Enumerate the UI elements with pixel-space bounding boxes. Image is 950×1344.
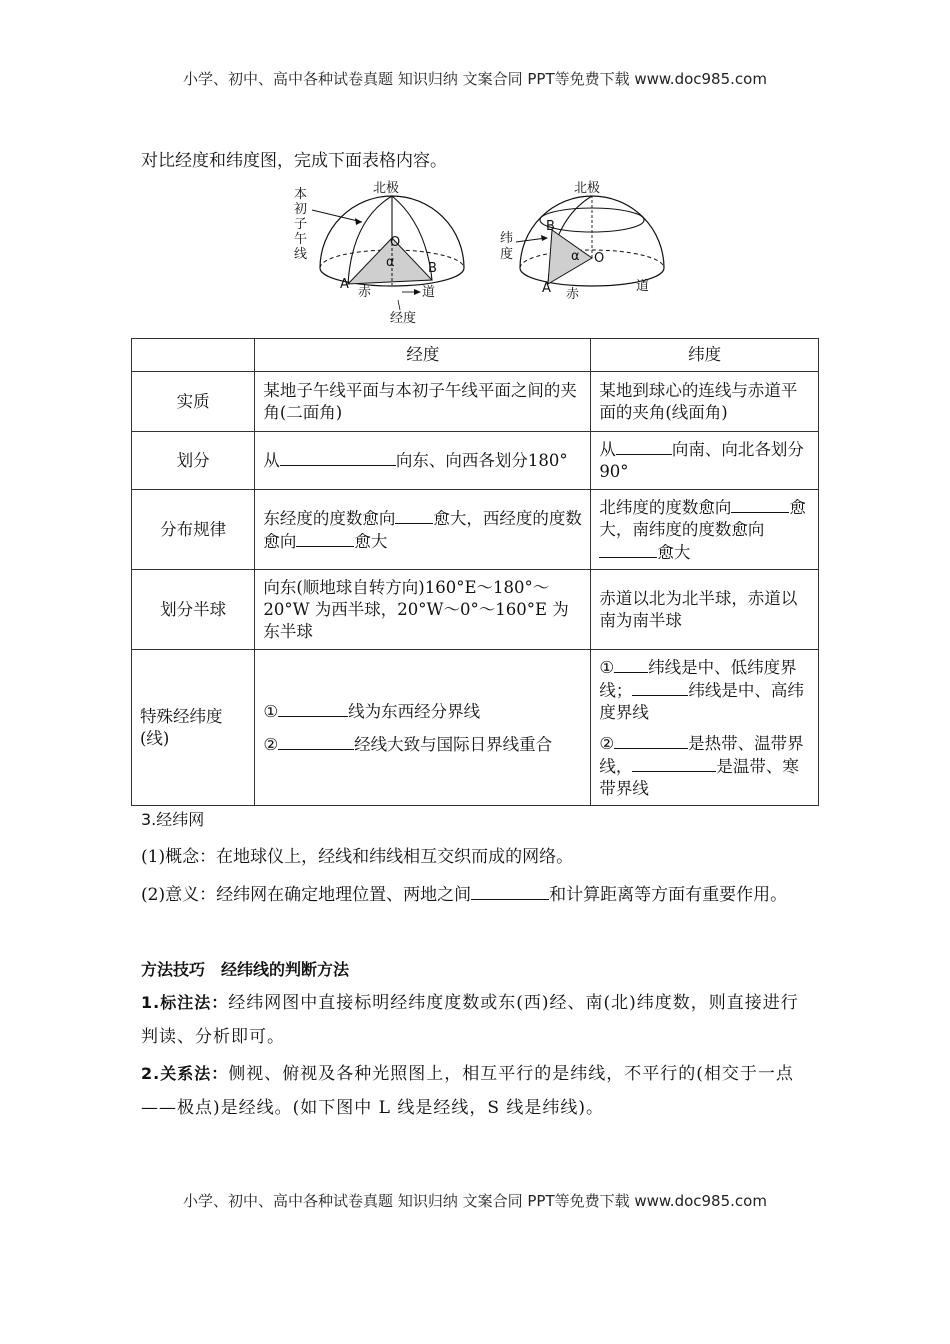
table-head-latitude: 纬度 <box>591 339 819 372</box>
cell-essence-latitude: 某地到球心的连线与赤道平面的夹角(线面角) <box>591 372 819 432</box>
intro-text: 对比经度和纬度图，完成下面表格内容。 <box>141 151 447 171</box>
special-lon-blank-1[interactable] <box>278 700 348 717</box>
left-prime-meridian-char-2: 初 <box>294 202 308 217</box>
special-lat-blank-1[interactable] <box>614 656 648 673</box>
cell-pattern-latitude <box>591 490 819 570</box>
pattern-lon-blank-1[interactable] <box>395 507 433 524</box>
right-latitude-char-2: 度 <box>500 247 514 262</box>
pattern-lon-text-b: 愈大，西经度的度数愈向 <box>263 508 582 551</box>
pattern-lat-text-b: 愈大，南纬度的度数愈向 <box>599 497 806 539</box>
right-o-label: O <box>594 251 605 266</box>
section-3-concept: (1)概念：在地球仪上，经线和纬线相互交织而成的网络。 <box>141 847 574 867</box>
pattern-lon-text-a: 东经度的度数愈向 <box>263 508 396 528</box>
significance-text-a: (2)意义：经纬网在确定地理位置、两地之间 <box>141 885 472 905</box>
left-alpha-label: α <box>386 255 395 270</box>
division-lon-blank[interactable] <box>280 449 396 466</box>
right-latitude-char-1: 纬 <box>500 231 514 246</box>
division-lat-text-a: 从 <box>599 440 616 459</box>
cell-essence-longitude: 某地子午线平面与本初子午线平面之间的夹角(二面角) <box>255 372 591 432</box>
right-equator-label-2: 道 <box>636 279 650 294</box>
special-lon-item-1 <box>263 700 582 723</box>
pattern-lat-blank-2[interactable] <box>599 541 657 558</box>
left-north-pole-label: 北极 <box>373 181 400 196</box>
special-lat-item-1 <box>599 656 810 724</box>
special-lat-1a: ① <box>599 657 615 677</box>
longitude-diagram <box>294 180 464 326</box>
division-lon-text-b: 向东、向西各划分180° <box>395 451 568 470</box>
cell-division-latitude <box>591 432 819 490</box>
special-lat-blank-2[interactable] <box>632 679 688 696</box>
significance-blank[interactable] <box>471 883 549 900</box>
special-lon-1a: ① <box>263 701 279 721</box>
pattern-lon-text-c: 愈大 <box>354 531 388 551</box>
cell-special-latitude <box>591 650 819 806</box>
right-b-label: B <box>546 219 555 234</box>
table-row-special <box>132 650 819 806</box>
pattern-lat-blank-1[interactable] <box>731 496 789 513</box>
left-equator-label-2: 道 <box>422 285 436 300</box>
special-lat-item-2 <box>599 732 810 800</box>
left-prime-meridian-char-1: 本 <box>294 187 308 202</box>
cell-hemisphere-longitude: 向东(顺地球自转方向)160°E～180°～20°W 为西半球，20°W～0°～160°E 为东半球 <box>255 570 591 650</box>
left-b-label: B <box>428 261 437 276</box>
method-title: 方法技巧 经纬线的判断方法 <box>141 960 350 979</box>
cell-special-longitude <box>255 650 591 806</box>
table-row-essence <box>132 372 819 432</box>
row-label-hemisphere: 划分半球 <box>132 570 255 650</box>
special-lat-2a: ② <box>599 733 615 753</box>
table-row-hemisphere <box>132 570 819 650</box>
method-2 <box>141 1057 811 1125</box>
method-1-text: 经纬网图中直接标明经纬度度数或东(西)经、南(北)纬度数，则直接进行判读、分析即可。 <box>141 993 799 1047</box>
left-prime-meridian-char-5: 线 <box>294 247 308 262</box>
table-row-pattern <box>132 490 819 570</box>
page-footer: 小学、初中、高中各种试卷真题 知识归纳 文案合同 PPT等免费下载 www.doc985.com <box>183 1192 767 1210</box>
page-header: 小学、初中、高中各种试卷真题 知识归纳 文案合同 PPT等免费下载 www.doc985.com <box>183 70 767 88</box>
right-a-label: A <box>542 281 551 296</box>
pattern-lat-text-c: 愈大 <box>657 542 691 562</box>
row-label-pattern: 分布规律 <box>132 490 255 570</box>
comparison-table <box>131 338 819 806</box>
special-lat-blank-4[interactable] <box>632 755 716 772</box>
right-alpha-label: α <box>571 249 580 264</box>
row-label-special: 特殊经纬度(线) <box>132 650 255 806</box>
row-label-essence: 实质 <box>132 372 255 432</box>
special-lat-blank-3[interactable] <box>614 732 688 749</box>
method-1-label: 1.标注法： <box>141 993 229 1012</box>
right-north-pole-label: 北极 <box>574 181 601 196</box>
longitude-latitude-figure <box>290 180 670 330</box>
table-row-division <box>132 432 819 490</box>
division-lat-text-b: 向南、向北各划分 90° <box>599 440 804 481</box>
table-header-row <box>132 339 819 372</box>
row-label-division: 划分 <box>132 432 255 490</box>
left-equator-label-1: 赤 <box>358 285 372 300</box>
section-3-title: 3.经纬网 <box>141 810 205 829</box>
special-lat-1c: 纬线是中、高纬度界线 <box>599 680 804 722</box>
division-lat-blank[interactable] <box>616 438 672 455</box>
method-2-label: 2.关系法： <box>141 1064 229 1083</box>
special-lon-1b: 线为东西经分界线 <box>348 701 481 721</box>
latitude-diagram <box>500 180 664 302</box>
left-a-label: A <box>340 277 349 292</box>
significance-text-b: 和计算距离等方面有重要作用。 <box>549 885 788 905</box>
special-lon-2a: ② <box>263 734 279 754</box>
cell-hemisphere-latitude: 赤道以北为北半球，赤道以南为南半球 <box>591 570 819 650</box>
left-caption-longitude: 经度 <box>390 311 417 326</box>
special-lon-2b: 经线大致与国际日界线重合 <box>354 734 553 754</box>
section-3-significance <box>141 878 811 912</box>
special-lon-item-2 <box>263 733 582 756</box>
left-prime-meridian-char-3: 子 <box>294 217 308 232</box>
pattern-lat-text-a: 北纬度的度数愈向 <box>599 497 732 517</box>
method-1 <box>141 986 811 1054</box>
left-prime-meridian-char-4: 午 <box>294 232 308 247</box>
left-o-label: O <box>390 235 401 250</box>
right-equator-label-1: 赤 <box>566 287 580 302</box>
special-lat-2c: 是温带、寒带界线 <box>599 756 799 798</box>
cell-pattern-longitude <box>255 490 591 570</box>
method-2-text: 侧视、俯视及各种光照图上，相互平行的是纬线，不平行的(相交于一点——极点)是经线。(如下图中 L 线是经线，S 线是纬线)。 <box>141 1064 794 1118</box>
table-head-blank <box>132 339 255 372</box>
special-lat-1b: 纬线是中、低纬度界线； <box>599 657 797 700</box>
division-lon-text-a: 从 <box>263 451 280 470</box>
special-lon-blank-2[interactable] <box>278 733 354 750</box>
table-head-longitude: 经度 <box>255 339 591 372</box>
special-lat-2b: 是热带、温带界线， <box>599 733 804 776</box>
cell-division-longitude <box>255 432 591 490</box>
pattern-lon-blank-2[interactable] <box>296 530 354 547</box>
